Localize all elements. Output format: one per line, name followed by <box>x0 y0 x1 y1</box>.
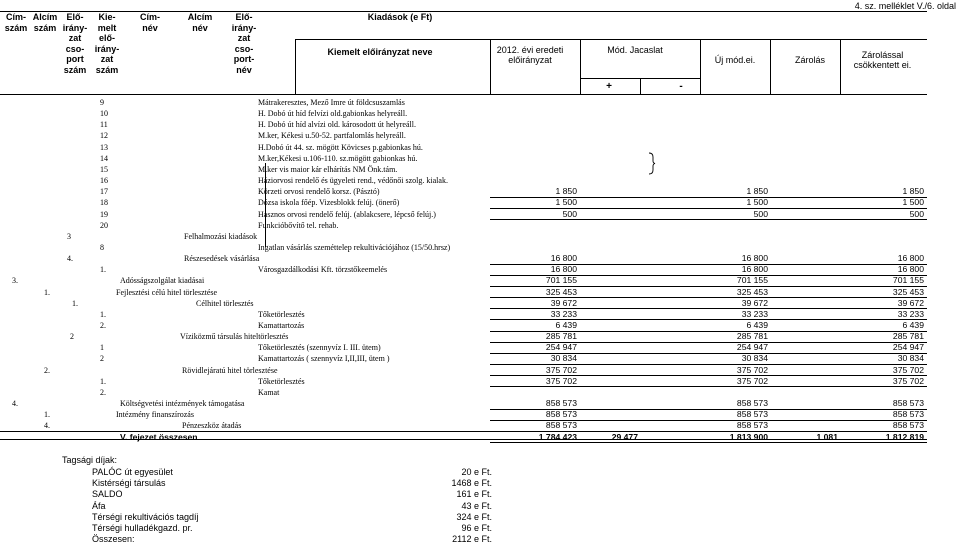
table-row <box>0 376 960 387</box>
header-text: név <box>192 22 208 33</box>
table-row <box>0 242 960 253</box>
table-row <box>0 108 960 119</box>
fee-value: 43 e Ft. <box>461 500 492 511</box>
header-text: szám <box>4 22 28 33</box>
header-text: port- <box>233 54 255 64</box>
header-divider <box>295 39 296 94</box>
uj-mod-value: 701 155 <box>736 275 768 286</box>
header-alcim-nev <box>180 12 220 33</box>
header-minus: - <box>679 81 683 92</box>
row-label: Költségvetési intézmények támogatása <box>120 399 245 409</box>
header-text: elő- <box>98 33 115 43</box>
header-top-line <box>0 11 927 12</box>
row-number: 12 <box>100 131 108 141</box>
header-text: Elő- <box>66 12 84 22</box>
header-text: cso- <box>234 43 254 54</box>
table-row <box>0 309 960 320</box>
zarolassal-value: 1 850 <box>902 186 924 197</box>
header-divider <box>770 39 771 94</box>
table-row <box>0 197 960 208</box>
header-sub-line <box>295 39 927 40</box>
row-number: 15 <box>100 164 108 174</box>
row-label: Célhitel törlesztés <box>196 298 254 308</box>
row-number: 4. <box>67 254 73 264</box>
row-label: Pénzeszköz átadás <box>182 421 242 431</box>
row-number: 2 <box>70 332 74 342</box>
row-number: 4. <box>12 399 18 409</box>
eredeti-value: 254 947 <box>545 342 577 353</box>
zarolassal-value: 375 702 <box>892 375 924 386</box>
table-row <box>0 175 960 186</box>
fee-label: Térségi hulladékgazd. pr. <box>92 523 193 533</box>
uj-mod-value: 33 233 <box>741 308 768 319</box>
header-text: Cím- <box>6 12 26 22</box>
row-label: Dózsa iskola főép. Vizesblokk felúj. (önerő) <box>258 198 400 208</box>
zarolassal-value: 701 155 <box>892 275 924 286</box>
row-number: 3 <box>67 231 71 241</box>
zarolassal-value: 33 233 <box>897 308 924 319</box>
row-label: H.Dobó út 44. sz. mögött Kövicses p.gabionkas hú. <box>258 142 423 152</box>
header-text: Alcím <box>32 12 58 22</box>
header-divider <box>700 39 701 94</box>
eredeti-value: 30 834 <box>550 353 577 364</box>
header-alcim-szam <box>30 12 60 33</box>
row-label: Hasznos orvosi rendelő felúj. (ablakcsere, lépcső felúj.) <box>258 209 436 219</box>
row-label: M.ker vis maior kár elhárítás NM Önk.tám. <box>258 164 398 174</box>
row-number: 19 <box>100 209 108 219</box>
eredeti-value: 375 702 <box>545 375 577 386</box>
row-label: Intézmény finanszírozás <box>116 410 194 420</box>
header-mod-javaslat: Mód. Jacaslat <box>607 45 663 55</box>
uj-mod-value: 16 800 <box>741 264 768 275</box>
header-text: melt <box>97 22 117 33</box>
zarolassal-value: 16 800 <box>897 253 924 264</box>
row-label: Felhalmozási kiadások <box>184 231 258 241</box>
row-number: 18 <box>100 198 108 208</box>
header-text: irány- <box>231 22 257 33</box>
row-number: 13 <box>100 142 108 152</box>
row-label: Funkcióbővítő tel. rehab. <box>258 220 339 230</box>
table-row <box>0 287 960 298</box>
page-reference: 4. sz. melléklet V./6. oldal <box>854 1 956 11</box>
row-label: Tőketörlesztés <box>258 376 305 386</box>
header-uj-mod: Új mód.ei. <box>714 55 756 65</box>
fees-title: Tagsági díjak: <box>62 455 118 465</box>
row-underline <box>490 442 927 443</box>
zarolassal-value: 254 947 <box>892 342 924 353</box>
row-number: 2. <box>44 365 50 375</box>
eredeti-value: 375 702 <box>545 364 577 375</box>
eredeti-value: 16 800 <box>550 253 577 264</box>
row-number: 2 <box>100 354 104 364</box>
uj-mod-value: 500 <box>753 208 768 219</box>
header-text: Alcím <box>187 12 213 22</box>
fee-label: Összesen: <box>92 534 135 544</box>
row-label: Kamat <box>258 387 280 397</box>
header-text: Kie- <box>98 12 116 22</box>
zarolassal-value: 6 439 <box>902 320 924 330</box>
zarolassal-value: 858 573 <box>892 409 924 420</box>
table-row <box>0 342 960 353</box>
table-row <box>0 164 960 175</box>
row-label: Rövidlejáratú hitel törlesztése <box>182 365 278 375</box>
uj-mod-value: 16 800 <box>741 253 768 264</box>
row-number: 8 <box>100 242 104 252</box>
eredeti-value: 858 573 <box>545 398 577 409</box>
row-number: 1. <box>72 298 78 308</box>
fee-value: 96 e Ft. <box>461 523 492 533</box>
fee-label: PALÓC út egyesület <box>92 467 173 477</box>
row-number: 3. <box>12 276 18 286</box>
row-number: 1 <box>100 343 104 353</box>
table-row <box>0 186 960 197</box>
fee-value: 20 e Ft. <box>461 467 492 477</box>
uj-mod-value: 1 500 <box>746 197 768 208</box>
zarolassal-value: 16 800 <box>897 264 924 275</box>
eredeti-value: 33 233 <box>550 308 577 319</box>
row-number: 2. <box>100 321 106 330</box>
table-row <box>0 253 960 264</box>
header-text: irány- <box>62 22 88 33</box>
row-label: H. Dobó út híd alvízi old. károsodott út helyreáll. <box>258 120 416 130</box>
header-eredeti <box>490 45 570 65</box>
table-row <box>0 130 960 141</box>
uj-mod-value: 30 834 <box>741 353 768 364</box>
row-label: Adósságszolgálat kiadásai <box>120 276 205 286</box>
row-number: 14 <box>100 153 108 163</box>
table-row <box>0 409 960 420</box>
row-label: Ingatlan vásárlás szeméttelep rekultivációjához (15/50.hrsz) <box>258 242 451 252</box>
header-text: cso- <box>65 43 85 54</box>
eredeti-value: 285 781 <box>545 331 577 342</box>
header-divider <box>490 39 491 94</box>
uj-mod-value: 858 573 <box>736 398 768 409</box>
row-label: Tőketörlesztés (szennyvíz I. III. ütem) <box>258 343 381 353</box>
row-number: 20 <box>100 220 108 230</box>
header-text: Cím- <box>140 12 160 22</box>
zarolassal-value: 375 702 <box>892 364 924 375</box>
header-divider <box>640 78 641 94</box>
header-text: port <box>66 54 84 64</box>
total-top-line <box>0 431 927 432</box>
row-number: 11 <box>100 120 108 130</box>
uj-mod-value: 858 573 <box>736 409 768 420</box>
zarolassal-value: 30 834 <box>897 353 924 364</box>
row-number: 1. <box>44 410 50 420</box>
zarolassal-value: 500 <box>909 208 924 219</box>
fee-value: 2112 e Ft. <box>452 534 492 544</box>
table-row <box>0 331 960 342</box>
table-row <box>0 231 960 242</box>
table-row <box>0 275 960 286</box>
table-row <box>0 398 960 409</box>
header-divider <box>840 39 841 94</box>
row-number: 1. <box>100 376 106 386</box>
table-bottom-line <box>0 439 927 440</box>
header-text: előirányzat <box>508 55 552 65</box>
row-label: M.ker, Kékesi u.50-52. partfalomlás helyreáll. <box>258 131 406 141</box>
zarolassal-value: 858 573 <box>892 420 924 431</box>
row-label: Körzeti orvosi rendelő korsz. (Pásztó) <box>258 187 380 197</box>
row-label: Víziközmű társulás hiteltörlesztés <box>180 332 289 342</box>
header-kiadasok: Kiadások (e Ft) <box>367 12 433 22</box>
row-label: Mátrakeresztes, Mező Imre út földcsuszamlás <box>258 98 405 107</box>
header-text: Zárolással <box>861 50 904 60</box>
header-cim-nev <box>130 12 170 33</box>
zarolassal-value: 1 812 819 <box>885 431 924 442</box>
eredeti-value: 39 672 <box>550 297 577 308</box>
fee-label: Térségi rekultivációs tagdíj <box>92 511 199 522</box>
row-number: 4. <box>44 421 50 431</box>
header-text: név <box>236 64 252 75</box>
table-row <box>0 153 960 164</box>
eredeti-value: 1 500 <box>555 197 577 208</box>
fee-label: Kistérségi társulás <box>92 478 166 489</box>
uj-mod-value: 1 813 900 <box>729 431 768 442</box>
row-number: 2. <box>100 387 106 397</box>
row-label: Kamattartozás ( szennyvíz I,II,III, ütem ) <box>258 354 390 364</box>
header-zarolas: Zárolás <box>794 55 825 65</box>
row-number: 1. <box>44 287 50 297</box>
row-label: Kamattartozás <box>258 321 305 330</box>
table-row <box>0 119 960 130</box>
row-label: V. fejezet összesen <box>120 431 198 442</box>
header-text: szám <box>33 22 57 33</box>
fee-label: Áfa <box>92 500 106 511</box>
uj-mod-value: 285 781 <box>736 331 768 342</box>
zarolassal-value: 858 573 <box>892 398 924 409</box>
brace-icon <box>648 152 656 175</box>
header-bottom-line <box>0 94 927 95</box>
row-label: H. Dobó út híd felvízi old.gabionkas helyreáll. <box>258 109 408 119</box>
header-text: szám <box>95 64 119 75</box>
header-text: zat <box>237 33 251 43</box>
eredeti-value: 858 573 <box>545 409 577 420</box>
header-text: csökkentett ei. <box>853 60 912 70</box>
header-eloiranyzat-nev <box>224 12 264 75</box>
header-text: zat <box>100 54 114 64</box>
header-text: Elő- <box>235 12 253 22</box>
row-label: Részesedések vásárlása <box>184 254 260 264</box>
table-row <box>0 298 960 309</box>
column-divider <box>265 163 266 247</box>
row-number: 16 <box>100 176 108 186</box>
zarolassal-value: 39 672 <box>897 297 924 308</box>
zarolassal-value: 1 500 <box>902 197 924 208</box>
fee-label: SALDO <box>92 489 123 500</box>
header-text: név <box>142 22 158 33</box>
eredeti-value: 500 <box>562 208 577 219</box>
header-kiemelt-nev: Kiemelt előirányzat neve <box>327 47 433 57</box>
table-row <box>0 365 960 376</box>
plus-value: 29 477 <box>611 431 638 442</box>
table-row <box>0 209 960 220</box>
table-row <box>0 142 960 153</box>
uj-mod-value: 858 573 <box>736 420 768 431</box>
eredeti-value: 1 850 <box>555 186 577 197</box>
row-number: 1. <box>100 309 106 319</box>
table-row <box>0 320 960 331</box>
table-row <box>0 220 960 231</box>
eredeti-value: 1 784 423 <box>538 431 577 442</box>
eredeti-value: 701 155 <box>545 275 577 286</box>
table-row <box>0 264 960 275</box>
zarolassal-value: 285 781 <box>892 331 924 342</box>
header-divider <box>580 39 581 94</box>
eredeti-value: 858 573 <box>545 420 577 431</box>
row-number: 9 <box>100 98 104 107</box>
uj-mod-value: 6 439 <box>746 320 768 330</box>
eredeti-value: 325 453 <box>545 286 577 297</box>
header-kiemelt-szam <box>90 12 124 75</box>
uj-mod-value: 375 702 <box>736 364 768 375</box>
header-text: irány- <box>94 43 120 54</box>
header-text: zat <box>68 33 82 43</box>
header-text: 2012. évi eredeti <box>496 45 564 55</box>
fee-value: 324 e Ft. <box>456 511 492 522</box>
table-row <box>0 432 960 443</box>
header-text: szám <box>63 64 87 75</box>
eredeti-value: 16 800 <box>550 264 577 275</box>
zarolas-value: 1 081 <box>816 431 838 442</box>
header-eloiranyzat-szam <box>58 12 92 75</box>
row-label: M.ker,Kékesi u.106-110. sz.mögött gabionkas hú. <box>258 153 418 163</box>
uj-mod-value: 1 850 <box>746 186 768 197</box>
header-zarolassal <box>840 50 925 70</box>
fee-value: 1468 e Ft. <box>451 478 492 489</box>
eredeti-value: 6 439 <box>555 320 577 330</box>
uj-mod-value: 375 702 <box>736 375 768 386</box>
row-label: Háziorvosi rendelő és ügyeleti rend., védőnői szolg. kialak. <box>258 176 448 186</box>
row-number: 10 <box>100 109 108 119</box>
header-plus: + <box>606 81 612 92</box>
header-cim-szam <box>0 12 32 33</box>
row-number: 1. <box>100 265 106 275</box>
uj-mod-value: 39 672 <box>741 297 768 308</box>
row-label: Tőketörlesztés <box>258 309 305 319</box>
zarolassal-value: 325 453 <box>892 286 924 297</box>
row-label: Fejlesztési célú hitel törlesztése <box>116 287 218 297</box>
table-row <box>0 387 960 398</box>
table-row <box>0 97 960 108</box>
uj-mod-value: 325 453 <box>736 286 768 297</box>
row-label: Városgazdálkodási Kft. törzstőkeemelés <box>258 265 388 275</box>
table-row <box>0 353 960 364</box>
fee-value: 161 e Ft. <box>456 489 492 500</box>
row-number: 17 <box>100 187 108 197</box>
uj-mod-value: 254 947 <box>736 342 768 353</box>
